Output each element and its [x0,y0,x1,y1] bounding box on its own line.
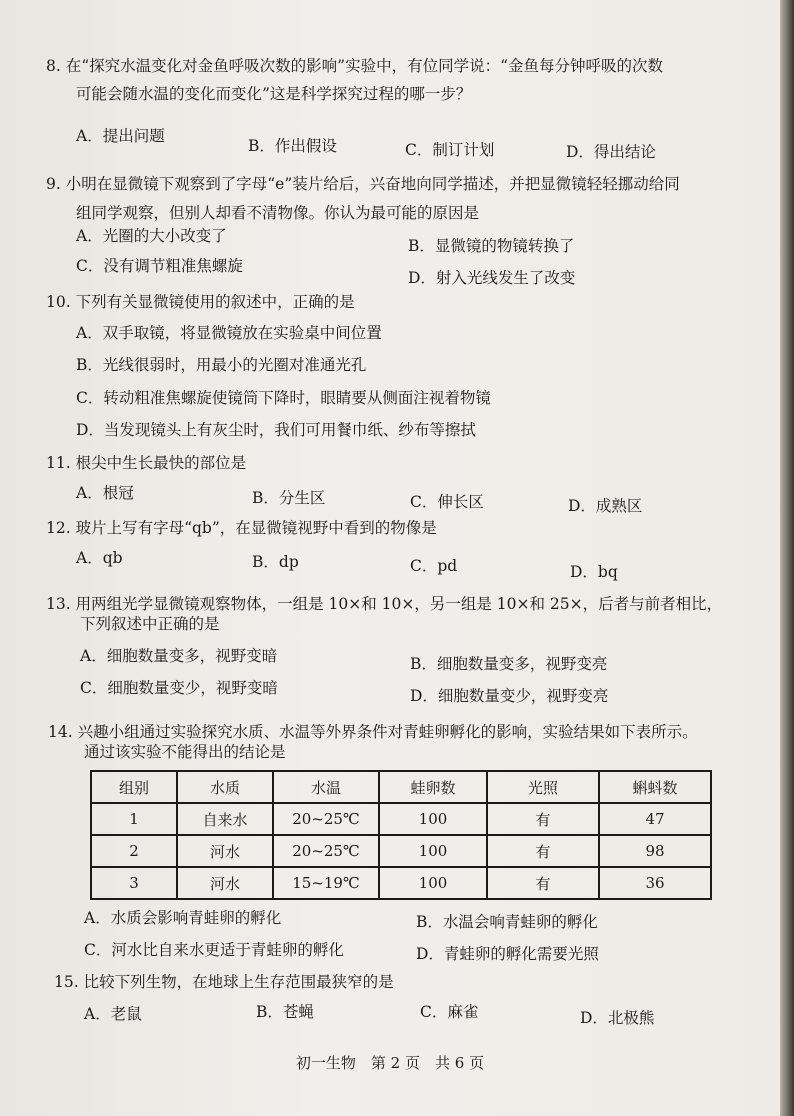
table-header-cell: 水质 [177,771,273,803]
question-11-line1: 11. 根尖中生长最快的部位是 [46,454,247,472]
question-10-option-a: A．双手取镜，将显微镜放在实验桌中间位置 [76,324,382,342]
page-footer: 初一生物 第 2 页 共 6 页 [295,1054,485,1072]
table-cell: 河水 [177,867,273,899]
question-9-option-b: B．显微镜的物镜转换了 [408,237,575,255]
table-cell: 20~25℃ [273,803,379,835]
table-cell: 20~25℃ [273,835,379,867]
question-13-option-b: B．细胞数量变多，视野变亮 [410,655,608,673]
question-12-line1: 12. 玻片上写有字母“qb”，在显微镜视野中看到的物像是 [46,519,437,537]
table-cell: 36 [599,867,711,899]
question-8-line2: 可能会随水温的变化而变化”这是科学探究过程的哪一步？ [76,85,472,103]
table-header-cell: 光照 [487,771,599,803]
table-cell: 有 [487,867,599,899]
table-cell: 自来水 [177,803,273,835]
table-header-cell: 蛙卵数 [379,771,487,803]
table-row [91,867,711,899]
question-14-option-b: B．水温会响青蛙卵的孵化 [416,913,598,931]
table-cell: 47 [599,803,711,835]
table-cell: 河水 [177,835,273,867]
question-15-option-d: D．北极熊 [580,1009,655,1027]
question-14-option-a: A．水质会影响青蛙卵的孵化 [84,909,282,927]
question-13-option-d: D．细胞数量变少，视野变亮 [410,687,609,705]
table-cell: 1 [91,803,177,835]
page-edge-shadow [780,0,794,1116]
question-10-option-d: D．当发现镜头上有灰尘时，我们可用餐巾纸、纱布等擦拭 [76,421,476,439]
question-10-option-b: B．光线很弱时，用最小的光圈对准通光孔 [76,356,367,374]
table-header-cell: 蝌蚪数 [599,771,711,803]
table-cell: 2 [91,835,177,867]
question-11-option-d: D．成熟区 [568,497,643,515]
question-15-line1: 15. 比较下列生物，在地球上生存范围最狭窄的是 [54,973,394,991]
question-12-option-b: B．dp [252,553,299,571]
question-11-option-a: A．根冠 [76,484,134,502]
question-9-option-a: A．光圈的大小改变了 [76,227,227,245]
table-header-cell: 水温 [273,771,379,803]
question-12-option-c: C．pd [410,557,458,575]
question-14-option-d: D．青蛙卵的孵化需要光照 [416,945,599,963]
table-row [91,835,711,867]
question-8-option-d: D．得出结论 [566,143,656,161]
table-cell: 15~19℃ [273,867,379,899]
table-header-cell: 组别 [91,771,177,803]
question-10-line1: 10. 下列有关显微镜使用的叙述中，正确的是 [46,293,355,311]
question-13-line1: 13. 用两组光学显微镜观察物体，一组是 10×和 10×，另一组是 10×和 25×，后者与前者相比， [46,595,723,613]
table-cell: 100 [379,867,487,899]
question-8-option-a: A．提出问题 [76,127,165,145]
table-cell: 有 [487,835,599,867]
question-15-option-c: C．麻雀 [420,1003,479,1021]
question-9-line2: 组同学观察，但别人却看不清物像。你认为最可能的原因是 [76,204,480,222]
question-9-option-d: D．射入光线发生了改变 [408,269,576,287]
question-8-option-c: C．制订计划 [405,141,495,159]
table-row [91,803,711,835]
table-cell: 100 [379,803,487,835]
question-13-line2: 下列叙述中正确的是 [80,615,220,633]
question-10-option-c: C．转动粗准焦螺旋使镜筒下降时，眼睛要从侧面注视着物镜 [76,389,491,407]
frog-egg-experiment-table [90,770,712,900]
question-13-option-a: A．细胞数量变多，视野变暗 [80,647,278,665]
table-header-row [91,771,711,803]
table-cell: 3 [91,867,177,899]
table-cell: 有 [487,803,599,835]
question-8-option-b: B．作出假设 [248,137,337,155]
question-12-option-d: D．bq [570,563,618,581]
question-15-option-a: A．老鼠 [84,1005,142,1023]
table-cell: 98 [599,835,711,867]
question-14-option-c: C．河水比自来水更适于青蛙卵的孵化 [84,941,344,959]
question-9-option-c: C．没有调节粗准焦螺旋 [76,257,243,275]
question-8-line1: 8. 在“探究水温变化对金鱼呼吸次数的影响”实验中，有位同学说：“金鱼每分钟呼吸的次数 [46,57,663,75]
question-14-line1: 14. 兴趣小组通过实验探究水质、水温等外界条件对青蛙卵孵化的影响，实验结果如下表所示。 [48,723,698,741]
question-15-option-b: B．苍蝇 [256,1003,314,1021]
question-12-option-a: A．qb [76,549,123,567]
question-13-option-c: C．细胞数量变少，视野变暗 [80,679,278,697]
table-cell: 100 [379,835,487,867]
question-9-line1: 9. 小明在显微镜下观察到了字母“e”装片给后，兴奋地向同学描述，并把显微镜轻轻挪动给同 [46,175,680,193]
question-14-line2: 通过该实验不能得出的结论是 [84,743,286,761]
question-11-option-b: B．分生区 [252,489,326,507]
question-11-option-c: C．伸长区 [410,493,484,511]
